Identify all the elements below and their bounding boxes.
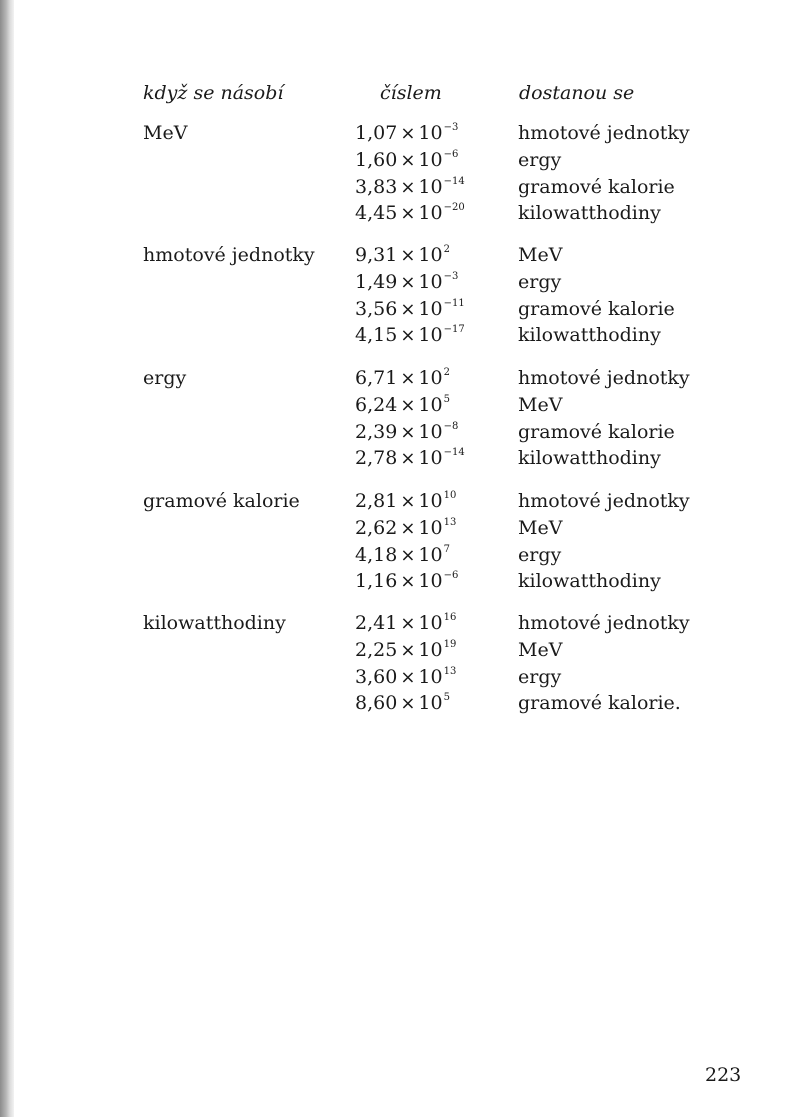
conversion-factor: [355, 666, 456, 688]
target-unit-label: ergy: [518, 149, 562, 171]
conversion-row: [0, 666, 800, 693]
conversion-factor: [355, 367, 450, 389]
factor-base: 10: [418, 421, 443, 443]
target-unit-label: gramové kalorie.: [518, 692, 681, 714]
conversion-row: [0, 367, 800, 394]
factor-base: 10: [418, 271, 443, 293]
conversion-factor: [355, 570, 458, 592]
factor-mantissa: 1,16: [355, 570, 398, 592]
factor-exponent: 19: [443, 639, 457, 650]
header-factor: číslem: [380, 82, 442, 104]
multiply-sign: ×: [400, 491, 416, 512]
factor-exponent: 5: [443, 394, 450, 405]
factor-mantissa: 1,60: [355, 149, 398, 171]
factor-base: 10: [418, 544, 443, 566]
factor-mantissa: 2,62: [355, 517, 398, 539]
target-unit-label: MeV: [518, 394, 563, 416]
conversion-row: [0, 244, 800, 271]
conversion-factor: [355, 176, 465, 198]
factor-base: 10: [418, 298, 443, 320]
conversion-factor: [355, 639, 456, 661]
conversion-row: [0, 202, 800, 229]
factor-mantissa: 2,39: [355, 421, 398, 443]
target-unit-label: gramové kalorie: [518, 298, 675, 320]
conversion-row: [0, 324, 800, 351]
conversion-row: [0, 490, 800, 517]
factor-mantissa: 9,31: [355, 244, 398, 266]
target-unit-label: kilowatthodiny: [518, 324, 661, 346]
target-unit-label: kilowatthodiny: [518, 202, 661, 224]
conversion-row: [0, 176, 800, 203]
conversion-row: [0, 612, 800, 639]
conversion-row: [0, 122, 800, 149]
factor-mantissa: 6,71: [355, 367, 398, 389]
multiply-sign: ×: [400, 545, 416, 566]
conversion-factor: [355, 244, 450, 266]
conversion-factor: [355, 122, 458, 144]
factor-mantissa: 2,81: [355, 490, 398, 512]
target-unit-label: ergy: [518, 271, 562, 293]
factor-base: 10: [418, 692, 443, 714]
multiply-sign: ×: [400, 613, 416, 634]
factor-exponent: −3: [443, 122, 459, 133]
conversion-row: [0, 544, 800, 571]
multiply-sign: ×: [400, 422, 416, 443]
header-result-unit: dostanou se: [519, 82, 635, 104]
conversion-factor: [355, 447, 465, 469]
factor-base: 10: [418, 639, 443, 661]
page-number: 223: [705, 1064, 742, 1086]
factor-exponent: −20: [443, 202, 465, 213]
multiply-sign: ×: [400, 640, 416, 661]
factor-exponent: −8: [443, 421, 459, 432]
target-unit-label: hmotové jednotky: [518, 490, 690, 512]
factor-mantissa: 1,49: [355, 271, 398, 293]
multiply-sign: ×: [400, 448, 416, 469]
source-unit-label: hmotové jednotky: [143, 244, 315, 266]
conversion-row: [0, 271, 800, 298]
conversion-factor: [355, 490, 456, 512]
factor-base: 10: [418, 570, 443, 592]
target-unit-label: ergy: [518, 544, 562, 566]
factor-base: 10: [418, 176, 443, 198]
source-unit-label: MeV: [143, 122, 188, 144]
target-unit-label: MeV: [518, 639, 563, 661]
factor-exponent: 13: [443, 666, 457, 677]
factor-exponent: 2: [443, 367, 450, 378]
factor-exponent: −6: [443, 149, 459, 160]
source-unit-label: gramové kalorie: [143, 490, 300, 512]
factor-exponent: −3: [443, 271, 459, 282]
factor-base: 10: [418, 324, 443, 346]
multiply-sign: ×: [400, 245, 416, 266]
factor-base: 10: [418, 367, 443, 389]
multiply-sign: ×: [400, 150, 416, 171]
conversion-row: [0, 394, 800, 421]
multiply-sign: ×: [400, 325, 416, 346]
target-unit-label: kilowatthodiny: [518, 570, 661, 592]
factor-mantissa: 3,56: [355, 298, 398, 320]
target-unit-label: kilowatthodiny: [518, 447, 661, 469]
factor-mantissa: 3,83: [355, 176, 398, 198]
target-unit-label: hmotové jednotky: [518, 122, 690, 144]
factor-mantissa: 2,25: [355, 639, 398, 661]
conversion-factor: [355, 271, 458, 293]
conversion-row: [0, 421, 800, 448]
multiply-sign: ×: [400, 123, 416, 144]
header-multiplied-unit: když se násobí: [143, 82, 284, 104]
factor-exponent: 13: [443, 517, 457, 528]
factor-mantissa: 1,07: [355, 122, 398, 144]
factor-mantissa: 8,60: [355, 692, 398, 714]
factor-exponent: −6: [443, 570, 459, 581]
factor-mantissa: 2,78: [355, 447, 398, 469]
factor-mantissa: 3,60: [355, 666, 398, 688]
target-unit-label: gramové kalorie: [518, 176, 675, 198]
target-unit-label: hmotové jednotky: [518, 367, 690, 389]
factor-exponent: −17: [443, 324, 465, 335]
factor-exponent: 5: [443, 692, 450, 703]
conversion-factor: [355, 517, 456, 539]
conversion-factor: [355, 394, 450, 416]
conversion-row: [0, 447, 800, 474]
source-unit-label: kilowatthodiny: [143, 612, 286, 634]
multiply-sign: ×: [400, 368, 416, 389]
conversion-factor: [355, 324, 465, 346]
target-unit-label: ergy: [518, 666, 562, 688]
factor-base: 10: [418, 447, 443, 469]
factor-base: 10: [418, 394, 443, 416]
conversion-row: [0, 517, 800, 544]
factor-base: 10: [418, 244, 443, 266]
conversion-factor: [355, 149, 458, 171]
multiply-sign: ×: [400, 395, 416, 416]
factor-base: 10: [418, 149, 443, 171]
conversion-row: [0, 692, 800, 719]
factor-mantissa: 4,45: [355, 202, 398, 224]
factor-base: 10: [418, 490, 443, 512]
factor-base: 10: [418, 122, 443, 144]
multiply-sign: ×: [400, 272, 416, 293]
target-unit-label: MeV: [518, 244, 563, 266]
conversion-factor: [355, 202, 465, 224]
factor-mantissa: 4,18: [355, 544, 398, 566]
conversion-factor: [355, 612, 456, 634]
factor-exponent: 2: [443, 244, 450, 255]
multiply-sign: ×: [400, 299, 416, 320]
factor-exponent: −14: [443, 176, 465, 187]
conversion-row: [0, 570, 800, 597]
conversion-factor: [355, 298, 465, 320]
factor-mantissa: 4,15: [355, 324, 398, 346]
factor-mantissa: 2,41: [355, 612, 398, 634]
conversion-factor: [355, 544, 450, 566]
conversion-factor: [355, 421, 458, 443]
factor-base: 10: [418, 517, 443, 539]
factor-exponent: 10: [443, 490, 457, 501]
factor-exponent: 7: [443, 544, 450, 555]
factor-base: 10: [418, 666, 443, 688]
source-unit-label: ergy: [143, 367, 187, 389]
conversion-row: [0, 298, 800, 325]
conversion-factor: [355, 692, 450, 714]
factor-mantissa: 6,24: [355, 394, 398, 416]
conversion-row: [0, 149, 800, 176]
multiply-sign: ×: [400, 693, 416, 714]
multiply-sign: ×: [400, 571, 416, 592]
target-unit-label: MeV: [518, 517, 563, 539]
multiply-sign: ×: [400, 667, 416, 688]
multiply-sign: ×: [400, 203, 416, 224]
factor-base: 10: [418, 202, 443, 224]
factor-exponent: −14: [443, 447, 465, 458]
factor-exponent: −11: [443, 298, 465, 309]
factor-base: 10: [418, 612, 443, 634]
multiply-sign: ×: [400, 518, 416, 539]
target-unit-label: gramové kalorie: [518, 421, 675, 443]
multiply-sign: ×: [400, 177, 416, 198]
conversion-row: [0, 639, 800, 666]
factor-exponent: 16: [443, 612, 457, 623]
target-unit-label: hmotové jednotky: [518, 612, 690, 634]
